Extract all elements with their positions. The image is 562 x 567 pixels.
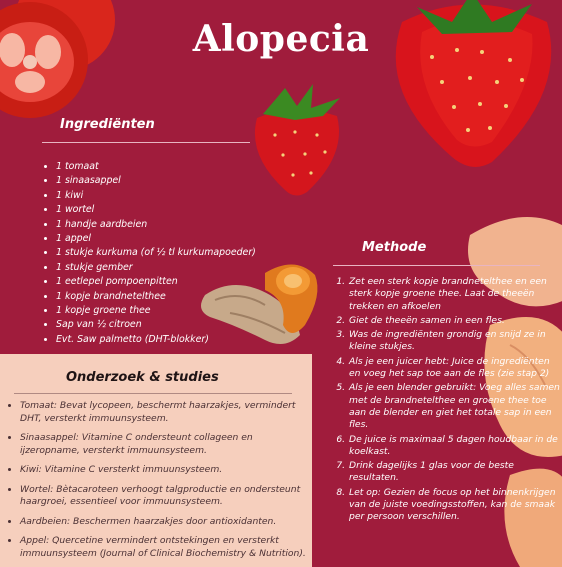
list-item: • 1 eetlepel pompoenpitten bbox=[56, 275, 256, 289]
list-item: • Sinaasappel: Vitamine C ondersteunt collageen en ijzeropname, versterkt immuunsysteem. bbox=[20, 432, 310, 457]
list-item: • 1 tomaat bbox=[56, 160, 256, 174]
method-step: 6. De juice is maximaal 5 dagen houdbaar in de koelkast. bbox=[348, 434, 562, 459]
list-item: • 1 stukje kurkuma (of ½ tl kurkumapoeder) bbox=[56, 246, 256, 260]
list-item: • 1 wortel bbox=[56, 203, 256, 217]
list-item: • 1 stukje gember bbox=[56, 261, 256, 275]
list-item: • 1 sinaasappel bbox=[56, 174, 256, 188]
list-item: • Wortel: Bètacaroteen verhoogt talgproductie en ondersteunt haargroei, essentieel voor immuunsysteem. bbox=[20, 484, 310, 509]
list-item: • Appel: Quercetine vermindert ontstekingen en versterkt immuunsysteem (Journal of Clinical Biochemistry & Nutrition). bbox=[20, 535, 310, 560]
method-step: 1. Zet een sterk kopje brandnetelthee en een sterk kopje groene thee. Laat de theeën trekken en afkoelen bbox=[348, 276, 562, 313]
method-step: 4. Als je een juicer hebt: Juice de ingrediënten en voeg het sap toe aan de fles (zie stap 2) bbox=[348, 356, 562, 381]
research-panel bbox=[0, 354, 312, 567]
list-item: • 1 kiwi bbox=[56, 189, 256, 203]
research-divider bbox=[14, 393, 292, 394]
research-heading: Onderzoek & studies bbox=[66, 370, 219, 385]
ingredients-heading: Ingrediënten bbox=[60, 117, 155, 132]
list-item: • Tomaat: Bevat lycopeen, beschermt haarzakjes, vermindert DHT, versterkt immuunsysteem. bbox=[20, 400, 310, 425]
method-divider bbox=[333, 265, 540, 266]
list-item: • Kiwi: Vitamine C versterkt immuunsysteem. bbox=[20, 464, 310, 477]
ingredients-list bbox=[40, 160, 256, 347]
list-item: • Aardbeien: Beschermen haarzakjes door antioxidanten. bbox=[20, 516, 310, 529]
method-step: 5. Als je een blender gebruikt: Voeg alles samen met de brandnetelthee en groene thee toe aan de blender en giet het totale sap in een fles. bbox=[348, 382, 562, 431]
list-item: • 1 handje aardbeien bbox=[56, 218, 256, 232]
method-steps bbox=[334, 276, 562, 526]
method-step: 3. Was de ingrediënten grondig en snijd ze in kleine stukjes. bbox=[348, 329, 562, 354]
list-item: • Sap van ½ citroen bbox=[56, 318, 256, 332]
list-item: • 1 kopje groene thee bbox=[56, 304, 256, 318]
strawberry-small-image bbox=[245, 80, 350, 200]
ingredients-divider bbox=[42, 142, 250, 143]
research-list bbox=[8, 400, 310, 567]
list-item: • Evt. Saw palmetto (DHT-blokker) bbox=[56, 333, 256, 347]
page-title: Alopecia bbox=[192, 18, 370, 60]
method-step: 2. Giet de theeën samen in een fles. bbox=[348, 315, 562, 327]
method-heading: Methode bbox=[362, 240, 427, 255]
method-step: 7. Drink dagelijks 1 glas voor de beste resultaten. bbox=[348, 460, 562, 485]
list-item: • 1 kopje brandnetelthee bbox=[56, 290, 256, 304]
list-item: • 1 appel bbox=[56, 232, 256, 246]
method-step: 8. Let op: Gezien de focus op het binnenkrijgen van de juiste voedingsstoffen, kan de smaak per persoon verschillen. bbox=[348, 487, 562, 524]
